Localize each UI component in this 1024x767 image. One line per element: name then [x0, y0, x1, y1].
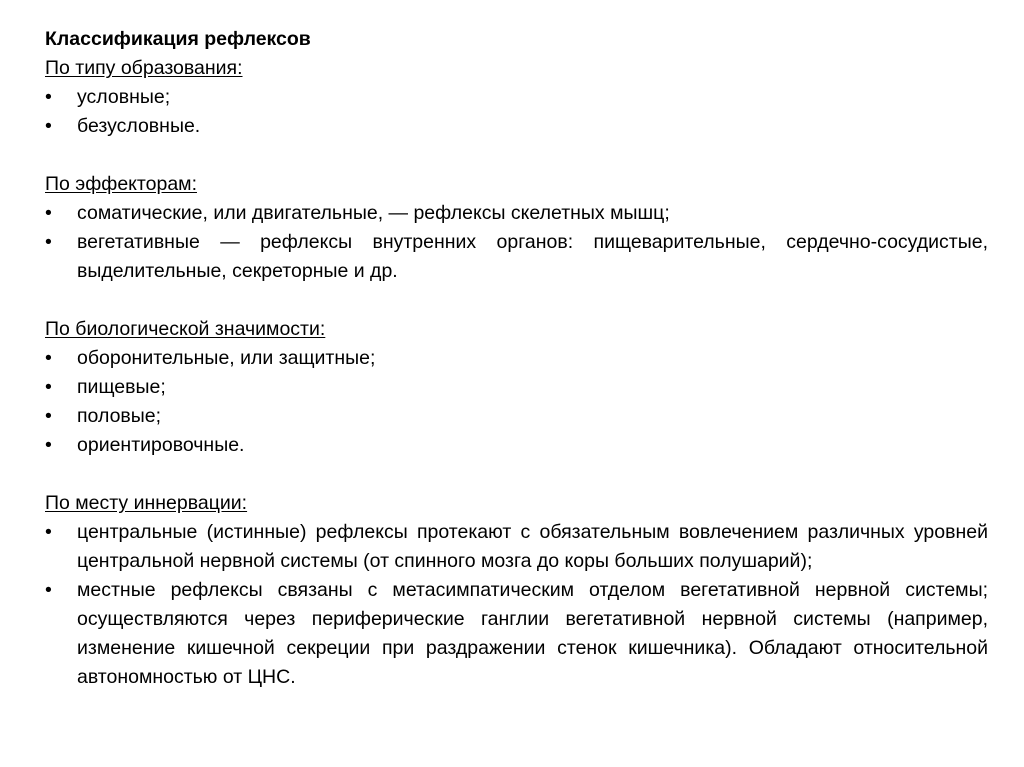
bullet-icon: • [45, 231, 52, 253]
list-item-text: условные; [77, 86, 171, 108]
section-formation-type [45, 54, 988, 141]
section-heading: По месту иннервации: [45, 492, 248, 514]
bullet-icon: • [45, 405, 52, 427]
list-item-text: ориентировочные. [77, 434, 245, 456]
list-item [45, 199, 988, 228]
page-title: Классификация рефлексов [45, 28, 311, 50]
list-item [45, 112, 988, 141]
list-item-text: оборонительные, или защитные; [77, 347, 376, 369]
slide-content [45, 25, 988, 692]
bullet-icon: • [45, 202, 52, 224]
list-item [45, 576, 988, 692]
list-item-text: местные рефлексы связаны с метасимпатическим отделом вегетативной нервной системы; осуществляются через периферические ганглии вегетативной нервной системы (например, изменение кишечной секреции при раздражении стенок кишечника). Обладают относительной автономностью от ЦНС. [77, 579, 988, 688]
list-item-text: пищевые; [77, 376, 166, 398]
list-item-text: половые; [77, 405, 162, 427]
list-item-text: вегетативные — рефлексы внутренних органов: пищеварительные, сердечно-сосудистые, выделительные, секреторные и др. [77, 231, 988, 282]
list-item-text: соматические, или двигательные, — рефлексы скелетных мышц; [77, 202, 670, 224]
list-item [45, 518, 988, 576]
bullet-icon: • [45, 86, 52, 108]
bullet-icon: • [45, 376, 52, 398]
list-item [45, 83, 988, 112]
section-heading: По эффекторам: [45, 173, 197, 195]
list-item [45, 431, 988, 460]
list-item [45, 373, 988, 402]
bullet-icon: • [45, 521, 52, 543]
bullet-list [45, 344, 988, 460]
section-biological-significance [45, 315, 988, 460]
list-item-text: безусловные. [77, 115, 201, 137]
section-heading: По типу образования: [45, 57, 243, 79]
section-innervation-site [45, 489, 988, 692]
list-item [45, 344, 988, 373]
section-effectors [45, 170, 988, 286]
bullet-icon: • [45, 115, 52, 137]
bullet-list [45, 518, 988, 692]
list-item-text: центральные (истинные) рефлексы протекают с обязательным вовлечением различных уровней центральной нервной системы (от спинного мозга до коры больших полушарий); [77, 521, 988, 572]
bullet-icon: • [45, 579, 52, 601]
list-item [45, 228, 988, 286]
bullet-icon: • [45, 434, 52, 456]
bullet-list [45, 83, 988, 141]
list-item [45, 402, 988, 431]
bullet-list [45, 199, 988, 286]
bullet-icon: • [45, 347, 52, 369]
section-heading: По биологической значимости: [45, 318, 326, 340]
